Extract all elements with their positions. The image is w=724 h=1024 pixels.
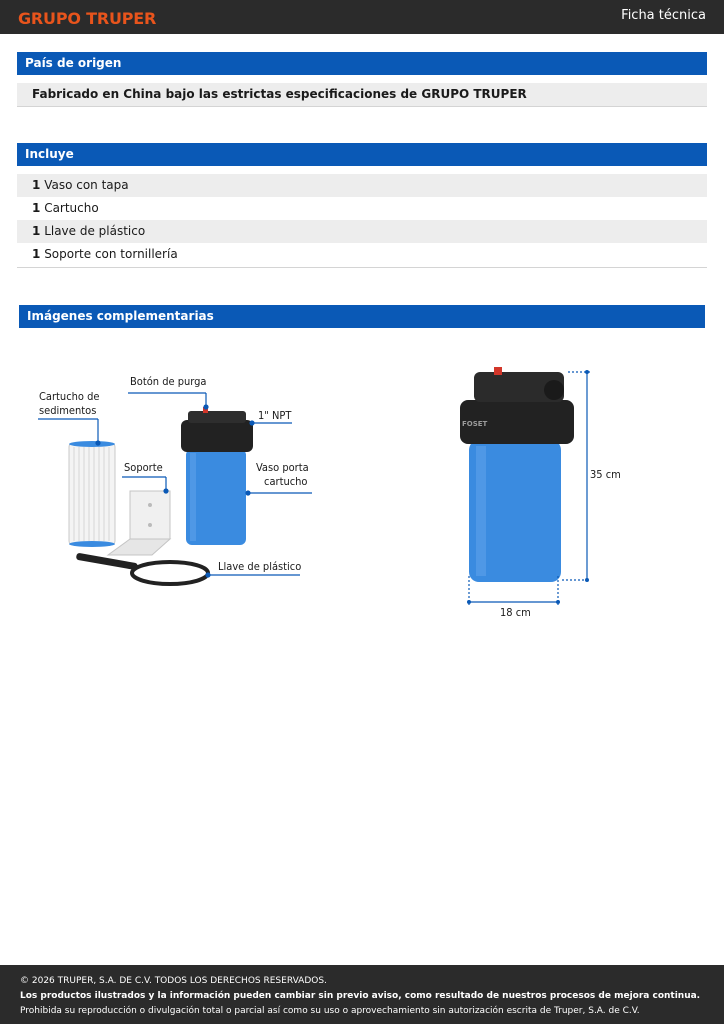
wrench-image bbox=[76, 553, 208, 584]
list-item bbox=[17, 174, 707, 197]
label-wrench: Llave de plástico bbox=[218, 560, 302, 573]
housing-image bbox=[181, 407, 253, 545]
document-type: Ficha técnica bbox=[621, 8, 706, 23]
item-label: Cartucho bbox=[44, 201, 99, 215]
top-bar bbox=[0, 0, 724, 34]
dimension-width: 18 cm bbox=[500, 606, 531, 619]
footer-copyright: © 2026 TRUPER, S.A. DE C.V. TODOS LOS DERECHOS RESERVADOS. bbox=[20, 976, 327, 986]
dimensions-illustration bbox=[450, 362, 640, 624]
product-brand: FOSET bbox=[462, 420, 488, 428]
item-qty: 1 bbox=[32, 224, 41, 238]
section-header-origin: País de origen bbox=[17, 52, 707, 75]
bracket-image bbox=[108, 491, 170, 555]
item-label: Soporte con tornillería bbox=[44, 247, 178, 261]
footer-prohibition: Prohibida su reproducción o divulgación total o parcial así como su uso o aprovechamiento sin autorización escrita de Truper, S.A. de C.V. bbox=[20, 1006, 640, 1016]
footer bbox=[0, 965, 724, 1024]
list-item bbox=[17, 197, 707, 220]
section-header-includes: Incluye bbox=[17, 143, 707, 166]
divider bbox=[17, 106, 707, 107]
item-label: Llave de plástico bbox=[44, 224, 146, 238]
label-bracket: Soporte bbox=[124, 461, 163, 474]
list-item bbox=[17, 220, 707, 243]
housing-dimension-image bbox=[460, 367, 574, 582]
label-cartridge-2: sedimentos bbox=[39, 404, 97, 417]
divider bbox=[17, 267, 707, 268]
item-qty: 1 bbox=[32, 178, 41, 192]
label-purge: Botón de purga bbox=[130, 375, 207, 388]
cartridge-image bbox=[69, 441, 115, 547]
list-item bbox=[17, 243, 707, 266]
item-qty: 1 bbox=[32, 247, 41, 261]
footer-notice: Los productos ilustrados y la información pueden cambiar sin previo aviso, como resultado de nuestros procesos de mejora continua. bbox=[20, 991, 701, 1001]
brand-logo: GRUPO TRUPER bbox=[18, 9, 157, 28]
item-qty: 1 bbox=[32, 201, 41, 215]
item-label: Vaso con tapa bbox=[44, 178, 129, 192]
section-header-images: Imágenes complementarias bbox=[19, 305, 705, 328]
parts-illustration bbox=[30, 365, 320, 595]
origin-text: Fabricado en China bajo las estrictas especificaciones de GRUPO TRUPER bbox=[17, 83, 707, 106]
label-npt: 1" NPT bbox=[258, 409, 292, 422]
dimension-height: 35 cm bbox=[590, 468, 621, 481]
label-cartridge: Cartucho de bbox=[39, 390, 100, 403]
label-housing-2: cartucho bbox=[264, 475, 308, 488]
label-housing: Vaso porta bbox=[256, 461, 309, 474]
